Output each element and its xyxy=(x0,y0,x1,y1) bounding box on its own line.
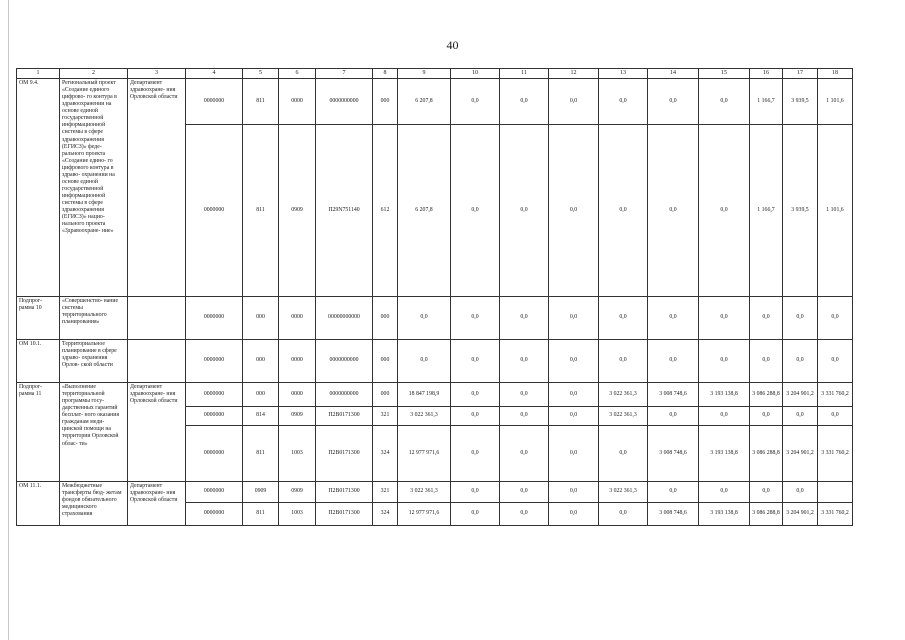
table-row xyxy=(17,340,853,383)
value-cell: 000 xyxy=(243,340,279,383)
page-margin-rule xyxy=(8,0,9,640)
value-cell: 1 101,6 xyxy=(818,79,853,125)
value-cell: 3 193 138,8 xyxy=(699,503,750,526)
value-cell: 0,0 xyxy=(599,503,648,526)
value-cell: 811 xyxy=(243,79,279,125)
value-cell: 3 331 760,2 xyxy=(818,503,853,526)
value-cell: 0,0 xyxy=(549,340,599,383)
header-cell: 6 xyxy=(279,69,316,79)
value-cell: 18 847 198,9 xyxy=(398,383,451,407)
value-cell: 0,0 xyxy=(699,340,750,383)
value-cell: 3 193 138,8 xyxy=(699,426,750,482)
row-id-cell: ОМ 11.1. xyxy=(17,482,60,526)
value-cell: 0,0 xyxy=(699,407,750,426)
header-cell: 3 xyxy=(128,69,186,79)
row-executor-cell: Департамент здравоохране- ния Орловской области xyxy=(128,79,186,297)
value-cell: 0,0 xyxy=(500,426,549,482)
value-cell: 0000000 xyxy=(186,503,243,526)
row-executor-cell xyxy=(128,340,186,383)
value-cell: 12 977 971,6 xyxy=(398,426,451,482)
table-row xyxy=(17,383,853,407)
header-cell: 11 xyxy=(500,69,549,79)
value-cell: 0000000 xyxy=(186,125,243,297)
value-cell: 0,0 xyxy=(599,79,648,125)
value-cell: 3 022 361,3 xyxy=(599,407,648,426)
value-cell: 0,0 xyxy=(500,482,549,503)
value-cell: 0,0 xyxy=(451,383,500,407)
value-cell: 0000000000 xyxy=(316,383,373,407)
table-row xyxy=(17,79,853,125)
value-cell: 0,0 xyxy=(451,125,500,297)
value-cell: 0,0 xyxy=(500,125,549,297)
value-cell: 0,0 xyxy=(783,407,818,426)
value-cell: 321 xyxy=(373,482,398,503)
value-cell: 0,0 xyxy=(451,482,500,503)
value-cell: 0,0 xyxy=(549,503,599,526)
value-cell: 3 939,5 xyxy=(783,79,818,125)
header-cell: 9 xyxy=(398,69,451,79)
value-cell: 0,0 xyxy=(599,297,648,340)
value-cell: 1 166,7 xyxy=(750,79,783,125)
value-cell: 0,0 xyxy=(818,407,853,426)
value-cell: 3 331 760,2 xyxy=(818,426,853,482)
value-cell: 612 xyxy=(373,125,398,297)
value-cell: 0,0 xyxy=(451,503,500,526)
header-cell: 2 xyxy=(60,69,128,79)
header-cell: 5 xyxy=(243,69,279,79)
row-id-cell: Подпрог- рамма 10 xyxy=(17,297,60,340)
value-cell: 814 xyxy=(243,407,279,426)
table-row xyxy=(17,297,853,340)
page-number: 40 xyxy=(446,38,459,52)
value-cell: 324 xyxy=(373,503,398,526)
value-cell: 0,0 xyxy=(398,340,451,383)
value-cell: 0,0 xyxy=(818,297,853,340)
row-executor-cell: Департамент здравоохране- ния Орловской области xyxy=(128,383,186,482)
value-cell: 3 022 361,3 xyxy=(398,407,451,426)
value-cell: 3 022 361,3 xyxy=(599,482,648,503)
value-cell: 0000000000 xyxy=(316,340,373,383)
value-cell: 0,0 xyxy=(648,340,699,383)
row-name-cell: Территориальное планирование в сфере здраво- охранения Орлов- ской области xyxy=(60,340,128,383)
value-cell: 0,0 xyxy=(750,407,783,426)
value-cell: 3 193 138,8 xyxy=(699,383,750,407)
value-cell: 3 086 288,8 xyxy=(750,383,783,407)
value-cell: 0,0 xyxy=(599,340,648,383)
value-cell: 1003 xyxy=(279,503,316,526)
header-cell: 13 xyxy=(599,69,648,79)
value-cell: 0,0 xyxy=(451,426,500,482)
value-cell: 0909 xyxy=(279,125,316,297)
value-cell: 3 204 901,2 xyxy=(783,503,818,526)
value-cell: 811 xyxy=(243,426,279,482)
value-cell xyxy=(818,482,853,503)
row-id-cell: ОМ 10.1. xyxy=(17,340,60,383)
value-cell: 3 022 361,3 xyxy=(398,482,451,503)
value-cell: 3 939,5 xyxy=(783,125,818,297)
header-cell: 18 xyxy=(818,69,853,79)
value-cell: 0,0 xyxy=(451,297,500,340)
header-cell: 16 xyxy=(750,69,783,79)
value-cell: 0909 xyxy=(279,482,316,503)
value-cell: 0,0 xyxy=(648,407,699,426)
value-cell: 3 008 748,6 xyxy=(648,503,699,526)
value-cell: 000 xyxy=(373,79,398,125)
row-id-cell: ОМ 9.4. xyxy=(17,79,60,297)
value-cell: 321 xyxy=(373,407,398,426)
value-cell: 0,0 xyxy=(818,340,853,383)
value-cell: 3 022 361,3 xyxy=(599,383,648,407)
value-cell: 0,0 xyxy=(750,297,783,340)
value-cell: 0000 xyxy=(279,297,316,340)
value-cell: 0,0 xyxy=(549,383,599,407)
value-cell: 3 204 901,2 xyxy=(783,383,818,407)
value-cell: 0,0 xyxy=(750,340,783,383)
value-cell: 6 207,8 xyxy=(398,125,451,297)
header-row xyxy=(17,69,853,79)
value-cell: 1 101,6 xyxy=(818,125,853,297)
value-cell: 0,0 xyxy=(500,297,549,340)
row-id-cell: Подпрог- рамма 11 xyxy=(17,383,60,482)
value-cell: 0,0 xyxy=(783,482,818,503)
value-cell: 0,0 xyxy=(500,383,549,407)
value-cell: 0,0 xyxy=(500,407,549,426)
value-cell: П2В0171300 xyxy=(316,426,373,482)
value-cell: 12 977 971,6 xyxy=(398,503,451,526)
value-cell: 0000000 xyxy=(186,340,243,383)
row-name-cell: «Выполнение территориальной программы госу- дарственных гарантий бесплат- ного оказания гражданам меди- цинской помощи на территории Орловской облас- ти» xyxy=(60,383,128,482)
value-cell: 0,0 xyxy=(398,297,451,340)
value-cell: 000 xyxy=(373,340,398,383)
value-cell: 0,0 xyxy=(783,340,818,383)
value-cell: 0,0 xyxy=(549,79,599,125)
value-cell: 0000000 xyxy=(186,383,243,407)
value-cell: 0,0 xyxy=(549,125,599,297)
header-cell: 1 xyxy=(17,69,60,79)
header-cell: 4 xyxy=(186,69,243,79)
value-cell: 0,0 xyxy=(451,79,500,125)
value-cell: 3 086 288,8 xyxy=(750,426,783,482)
budget-table xyxy=(16,68,853,526)
value-cell: 000 xyxy=(243,383,279,407)
value-cell: П2В0171300 xyxy=(316,407,373,426)
value-cell: 811 xyxy=(243,503,279,526)
value-cell: 0,0 xyxy=(648,79,699,125)
value-cell: 0,0 xyxy=(648,482,699,503)
value-cell: П2В0171300 xyxy=(316,482,373,503)
value-cell: 0000000 xyxy=(186,426,243,482)
value-cell: 0000000 xyxy=(186,482,243,503)
value-cell: 3 008 748,6 xyxy=(648,426,699,482)
value-cell: 000 xyxy=(373,297,398,340)
value-cell: 0,0 xyxy=(699,297,750,340)
table-row xyxy=(17,482,853,503)
value-cell: П2В0171300 xyxy=(316,503,373,526)
value-cell: 0,0 xyxy=(599,426,648,482)
row-name-cell: Региональный проект «Создание единого цифрово- го контура в здравоохранении на основе единой государственной информационной системы в сфере здравоохранения (ЕГИСЗ)» феде- рального проекта «Создание едино- го цифрового контура в здраво- охранении на основе единой государственной информационной системы в сфере здравоохранения (ЕГИСЗ)» нацио- нального проекта «Здравоохране- ние» xyxy=(60,79,128,297)
value-cell: 0,0 xyxy=(549,407,599,426)
value-cell: 0,0 xyxy=(451,340,500,383)
value-cell: 811 xyxy=(243,125,279,297)
value-cell: 0,0 xyxy=(500,79,549,125)
value-cell: 0,0 xyxy=(549,426,599,482)
value-cell: 1003 xyxy=(279,426,316,482)
value-cell: 0,0 xyxy=(699,482,750,503)
value-cell: 3 086 288,8 xyxy=(750,503,783,526)
value-cell: 0,0 xyxy=(500,340,549,383)
value-cell: 0,0 xyxy=(648,125,699,297)
value-cell: 0000000000 xyxy=(316,79,373,125)
header-cell: 8 xyxy=(373,69,398,79)
value-cell: 00000000000 xyxy=(316,297,373,340)
value-cell: 324 xyxy=(373,426,398,482)
value-cell: 3 204 901,2 xyxy=(783,426,818,482)
value-cell: 0,0 xyxy=(699,79,750,125)
value-cell: 0,0 xyxy=(549,297,599,340)
value-cell: 0909 xyxy=(279,407,316,426)
value-cell: 0000000 xyxy=(186,297,243,340)
header-cell: 10 xyxy=(451,69,500,79)
header-cell: 17 xyxy=(783,69,818,79)
header-cell: 12 xyxy=(549,69,599,79)
value-cell: 0,0 xyxy=(599,125,648,297)
value-cell: 0,0 xyxy=(451,407,500,426)
row-executor-cell: Департамент здравоохране- ния Орловской области xyxy=(128,482,186,526)
value-cell: 0909 xyxy=(243,482,279,503)
value-cell: 0,0 xyxy=(500,503,549,526)
header-cell: 14 xyxy=(648,69,699,79)
value-cell: 3 331 760,2 xyxy=(818,383,853,407)
value-cell: 0000000 xyxy=(186,407,243,426)
header-cell: 15 xyxy=(699,69,750,79)
value-cell: 0,0 xyxy=(549,482,599,503)
value-cell: 0000 xyxy=(279,383,316,407)
value-cell: 6 207,8 xyxy=(398,79,451,125)
value-cell: 0,0 xyxy=(783,297,818,340)
value-cell: 000 xyxy=(243,297,279,340)
value-cell: П29N751140 xyxy=(316,125,373,297)
value-cell: 0,0 xyxy=(699,125,750,297)
row-executor-cell xyxy=(128,297,186,340)
value-cell: 1 166,7 xyxy=(750,125,783,297)
value-cell: 000 xyxy=(373,383,398,407)
value-cell: 0000 xyxy=(279,79,316,125)
row-name-cell: «Совершенство- вание системы территориального планирования» xyxy=(60,297,128,340)
value-cell: 3 008 748,6 xyxy=(648,383,699,407)
value-cell: 0000000 xyxy=(186,79,243,125)
header-cell: 7 xyxy=(316,69,373,79)
value-cell: 0000 xyxy=(279,340,316,383)
value-cell: 0,0 xyxy=(750,482,783,503)
row-name-cell: Межбюджетные трансферты бюд- жетам фондов обязательного медицинского страхования xyxy=(60,482,128,526)
value-cell: 0,0 xyxy=(648,297,699,340)
